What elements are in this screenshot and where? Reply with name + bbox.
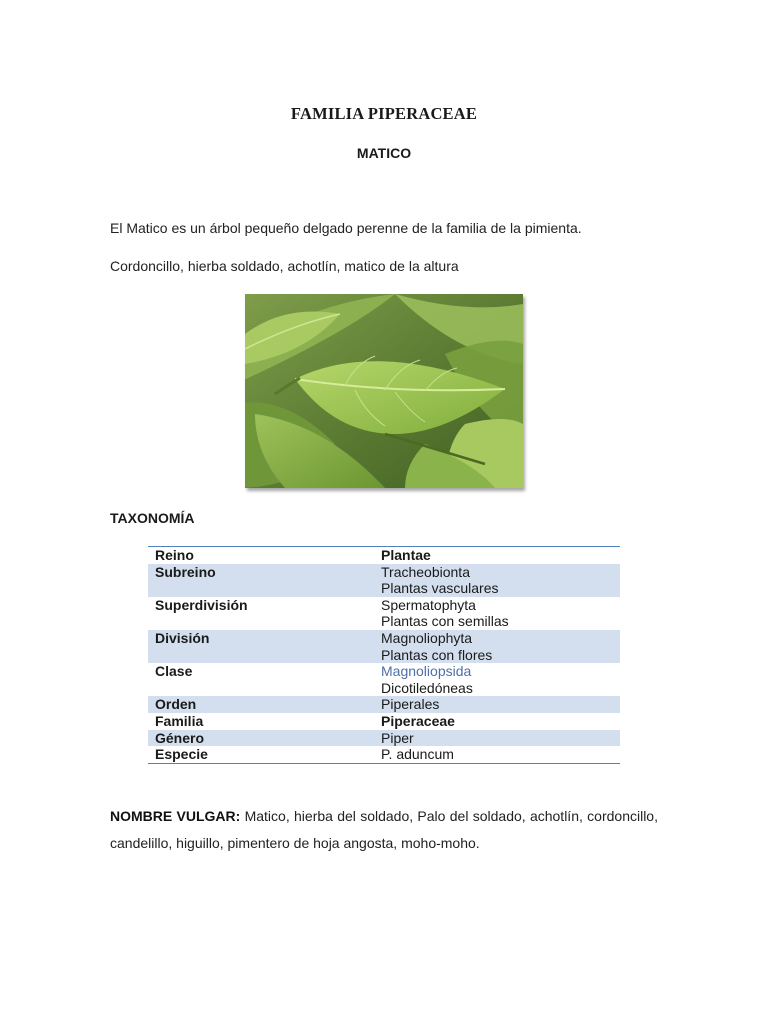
page-subtitle: MATICO xyxy=(356,145,412,161)
taxonomy-value-line: P. aduncum xyxy=(381,746,454,763)
table-row xyxy=(148,597,620,630)
common-names-label: NOMBRE VULGAR: xyxy=(110,808,241,824)
intro-paragraph: El Matico es un árbol pequeño delgado perenne de la familia de la pimienta. xyxy=(110,220,582,236)
taxonomy-value-line: Piperales xyxy=(381,696,440,713)
taxonomy-rank: Familia xyxy=(155,712,204,729)
table-row xyxy=(148,663,620,696)
leaf-illustration xyxy=(245,294,523,488)
taxonomy-value-link[interactable]: Magnoliopsida xyxy=(381,663,472,680)
taxonomy-rank: División xyxy=(155,629,210,646)
taxonomy-rank: Reino xyxy=(155,547,194,563)
taxonomy-value-line: Plantas vasculares xyxy=(381,580,499,597)
common-names-paragraph xyxy=(110,803,658,857)
synonyms-paragraph: Cordoncillo, hierba soldado, achotlín, matico de la altura xyxy=(110,258,459,274)
taxonomy-value xyxy=(381,730,620,747)
table-row xyxy=(148,564,620,597)
taxonomy-heading: TAXONOMÍA xyxy=(110,510,195,526)
taxonomy-value-line: Tracheobionta xyxy=(381,563,470,580)
table-row xyxy=(148,630,620,663)
table-row xyxy=(148,730,620,747)
taxonomy-value xyxy=(381,663,620,696)
taxonomy-value-line: Magnoliophyta xyxy=(381,629,473,646)
taxonomy-value xyxy=(381,713,620,730)
page-title: FAMILIA PIPERACEAE xyxy=(290,104,478,123)
matico-leaf-photo xyxy=(245,294,523,488)
taxonomy-value xyxy=(381,630,620,663)
taxonomy-rank: Superdivisión xyxy=(155,596,248,613)
taxonomy-value-line: Spermatophyta xyxy=(381,596,476,613)
table-row xyxy=(148,696,620,713)
taxonomy-value-line: Dicotiledóneas xyxy=(381,679,473,696)
taxonomy-value-line: Plantas con flores xyxy=(381,646,493,663)
taxonomy-value-line: Plantae xyxy=(381,547,431,563)
taxonomy-value-line: Piper xyxy=(381,729,414,746)
taxonomy-table xyxy=(148,546,620,764)
taxonomy-value xyxy=(381,696,620,713)
taxonomy-rank: Orden xyxy=(155,696,197,713)
taxonomy-rank: Subreino xyxy=(155,563,216,580)
taxonomy-value xyxy=(381,564,620,597)
taxonomy-rank: Especie xyxy=(155,746,208,763)
common-names-text: Matico, hierba del soldado, Palo del soldado, achotlín, cordoncillo, candelillo, higuillo, pimentero de hoja angosta, moho-moho. xyxy=(110,808,658,851)
taxonomy-value xyxy=(381,547,620,564)
taxonomy-value-line: Plantas con semillas xyxy=(381,613,509,630)
taxonomy-rank: Género xyxy=(155,729,205,746)
table-row xyxy=(148,746,620,763)
table-row xyxy=(148,547,620,564)
taxonomy-value xyxy=(381,746,620,763)
taxonomy-value-line: Piperaceae xyxy=(381,712,455,729)
taxonomy-value xyxy=(381,597,620,630)
table-row xyxy=(148,713,620,730)
taxonomy-rank: Clase xyxy=(155,663,193,680)
